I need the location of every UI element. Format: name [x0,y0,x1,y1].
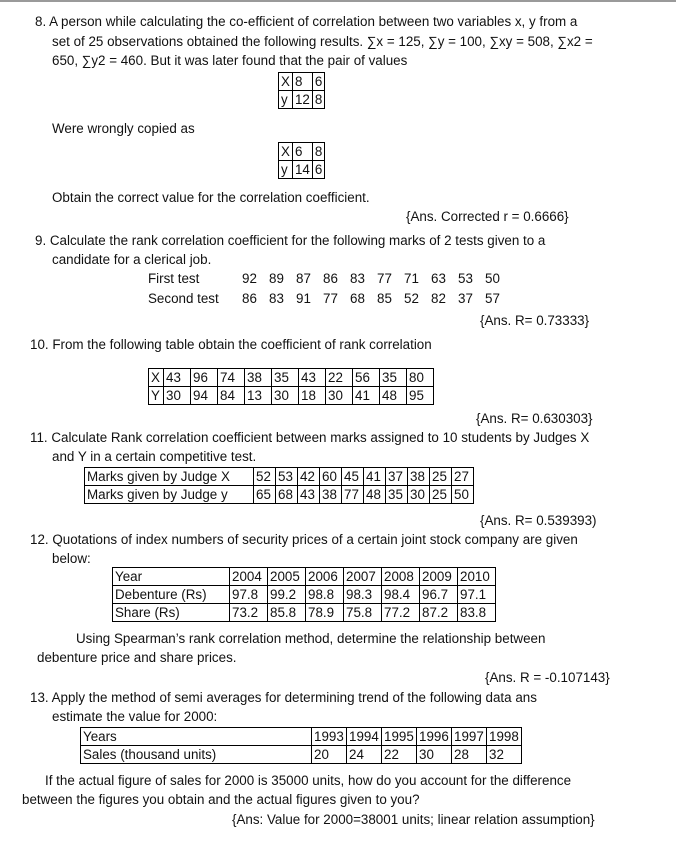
table-cell: 77 [342,486,364,504]
q10-line-1: 10. From the following table obtain the coefficient of rank correlation [30,337,432,352]
table-cell: 6 [312,161,324,179]
test-score: 83 [269,291,284,306]
table-cell: 32 [487,746,522,764]
table-cell: 14 [292,161,312,179]
table-row-header: Marks given by Judge X [85,468,254,486]
test-score: 71 [404,271,419,286]
table-cell: 75.8 [344,604,382,622]
table-cell: 30 [417,746,452,764]
table-cell: 35 [386,486,408,504]
table-cell: 41 [364,468,386,486]
table-cell: 98.4 [382,586,420,604]
q8-line-1: 8. A person while calculating the co-efficient of correlation between two variables x, y from a [35,14,578,29]
table-cell: 48 [380,387,407,405]
table-cell: 99.2 [268,586,306,604]
table-cell: 13 [245,387,272,405]
q12-line-2: below: [52,551,91,566]
test-score: 91 [296,291,311,306]
table-cell: 38 [408,468,430,486]
table-cell: 48 [364,486,386,504]
table-row [85,486,474,504]
table-row [85,468,474,486]
table-row [279,91,325,109]
table-cell: 45 [342,468,364,486]
test-score: 77 [377,271,392,286]
table-cell: 96.7 [420,586,458,604]
table-cell: 68 [276,486,298,504]
table-cell: 6 [292,143,312,161]
table-row-header: X [279,143,293,161]
table-cell: 1994 [347,728,382,746]
table-cell: 52 [254,468,276,486]
test-score: 86 [242,291,257,306]
table-row [113,604,496,622]
table-cell: 2007 [344,568,382,586]
q13-line-4: between the figures you obtain and the actual figures given to you? [22,792,420,807]
table-cell: 27 [452,468,474,486]
test-score: 63 [431,271,446,286]
table-cell: 30 [408,486,430,504]
test-score: 37 [458,291,473,306]
table-row-header: Sales (thousand units) [81,746,312,764]
table-row-header: y [279,91,293,109]
test-score: 82 [431,291,446,306]
q9-line-2: candidate for a clerical job. [52,252,212,267]
table-cell: 20 [312,746,347,764]
q11-line-1: 11. Calculate Rank correlation coefficient between marks assigned to 10 students by Judges X [30,430,590,445]
table-row [149,387,434,405]
table-cell: 1997 [452,728,487,746]
table-row [113,586,496,604]
table-cell: 8 [312,91,324,109]
table-cell: 38 [245,369,272,387]
q9-second-test-values [242,289,512,308]
table-row [81,728,522,746]
test-score: 86 [323,271,338,286]
table-cell: 60 [320,468,342,486]
table-row-header: Years [81,728,312,746]
table-cell: 1995 [382,728,417,746]
table-row [149,369,434,387]
table-cell: 24 [347,746,382,764]
test-score: 53 [458,271,473,286]
table-cell: 98.8 [306,586,344,604]
q9-second-test-label: Second test [148,291,219,306]
table-cell: 97.8 [230,586,268,604]
table-cell: 41 [353,387,380,405]
table-cell: 2005 [268,568,306,586]
table-cell: 30 [272,387,299,405]
q8-wrong-copied-text: Were wrongly copied as [52,121,195,136]
q12-line-1: 12. Quotations of index numbers of security prices of a certain joint stock company are given [30,532,578,547]
table-cell: 53 [276,468,298,486]
q11-line-2: and Y in a certain competitive test. [52,449,257,464]
table-cell: 30 [326,387,353,405]
table-row [279,73,325,91]
test-score: 68 [350,291,365,306]
test-score: 85 [377,291,392,306]
q9-answer: {Ans. R= 0.73333} [480,313,590,328]
q12-line-4: debenture price and share prices. [37,650,237,665]
table-cell: 43 [298,486,320,504]
table-cell: 83.8 [458,604,496,622]
q13-table [80,727,522,764]
table-cell: 8 [312,143,324,161]
test-score: 77 [323,291,338,306]
table-cell: 56 [353,369,380,387]
table-cell: 77.2 [382,604,420,622]
table-row [279,143,325,161]
table-cell: 2004 [230,568,268,586]
table-cell: 97.1 [458,586,496,604]
q10-answer: {Ans. R= 0.630303} [476,411,593,426]
table-cell: 74 [218,369,245,387]
table-row-header: Y [149,387,164,405]
q9-first-test-label: First test [148,271,200,286]
table-cell: 95 [407,387,434,405]
table-cell: 65 [254,486,276,504]
table-cell: 22 [326,369,353,387]
test-score: 89 [269,271,284,286]
q13-line-1: 13. Apply the method of semi averages for determining trend of the following data ans [30,690,537,705]
q8-wrong-values-table [278,142,325,179]
q9-first-test-values [242,269,512,288]
q12-answer: {Ans. R = -0.107143} [485,670,610,685]
table-row-header: Marks given by Judge y [85,486,254,504]
q13-line-3: If the actual figure of sales for 2000 is 35000 units, how do you account for the difference [45,773,572,788]
table-cell: 35 [380,369,407,387]
table-cell: 22 [382,746,417,764]
table-cell: 30 [164,387,191,405]
test-score: 52 [404,291,419,306]
test-score: 50 [485,271,500,286]
table-cell: 28 [452,746,487,764]
table-row [81,746,522,764]
q11-answer: {Ans. R= 0.539393) [480,513,597,528]
table-cell: 1993 [312,728,347,746]
table-cell: 6 [312,73,324,91]
q12-line-3: Using Spearman’s rank correlation method, determine the relationship between [76,631,546,646]
table-cell: 96 [191,369,218,387]
table-cell: 98.3 [344,586,382,604]
table-cell: 35 [272,369,299,387]
q10-table [148,368,434,405]
table-row-header: Year [113,568,230,586]
table-cell: 1996 [417,728,452,746]
q8-answer: {Ans. Corrected r = 0.6666} [406,209,569,224]
top-rule [0,0,676,2]
q12-table [112,567,496,622]
test-score: 87 [296,271,311,286]
q8-original-values-table [278,72,325,109]
table-row-header: X [149,369,164,387]
table-cell: 87.2 [420,604,458,622]
table-cell: 94 [191,387,218,405]
table-cell: 18 [299,387,326,405]
table-cell: 50 [452,486,474,504]
q8-obtain-text: Obtain the correct value for the correlation coefficient. [52,190,370,205]
q11-table [84,467,474,504]
q13-answer: {Ans: Value for 2000=38001 units; linear relation assumption} [232,812,595,827]
q8-line-3: 650, ∑y2 = 460. But it was later found that the pair of values [52,53,408,68]
table-row-header: X [279,73,293,91]
test-score: 57 [485,291,500,306]
table-row [113,568,496,586]
table-cell: 2006 [306,568,344,586]
q13-line-2: estimate the value for 2000: [52,709,218,724]
table-cell: 80 [407,369,434,387]
table-row-header: y [279,161,293,179]
table-cell: 2008 [382,568,420,586]
table-cell: 42 [298,468,320,486]
table-cell: 73.2 [230,604,268,622]
table-cell: 38 [320,486,342,504]
q9-line-1: 9. Calculate the rank correlation coefficient for the following marks of 2 tests given to a [35,233,546,248]
table-cell: 25 [430,468,452,486]
q8-line-2: set of 25 observations obtained the following results. ∑x = 125, ∑y = 100, ∑xy = 508, ∑x2 = [52,34,593,49]
table-cell: 78.9 [306,604,344,622]
table-cell: 1998 [487,728,522,746]
table-row-header: Share (Rs) [113,604,230,622]
table-cell: 2010 [458,568,496,586]
table-row-header: Debenture (Rs) [113,586,230,604]
table-cell: 25 [430,486,452,504]
table-cell: 8 [292,73,312,91]
table-cell: 12 [292,91,312,109]
table-cell: 43 [164,369,191,387]
table-cell: 85.8 [268,604,306,622]
table-cell: 37 [386,468,408,486]
table-cell: 43 [299,369,326,387]
table-row [279,161,325,179]
table-cell: 84 [218,387,245,405]
table-cell: 2009 [420,568,458,586]
test-score: 92 [242,271,257,286]
test-score: 83 [350,271,365,286]
